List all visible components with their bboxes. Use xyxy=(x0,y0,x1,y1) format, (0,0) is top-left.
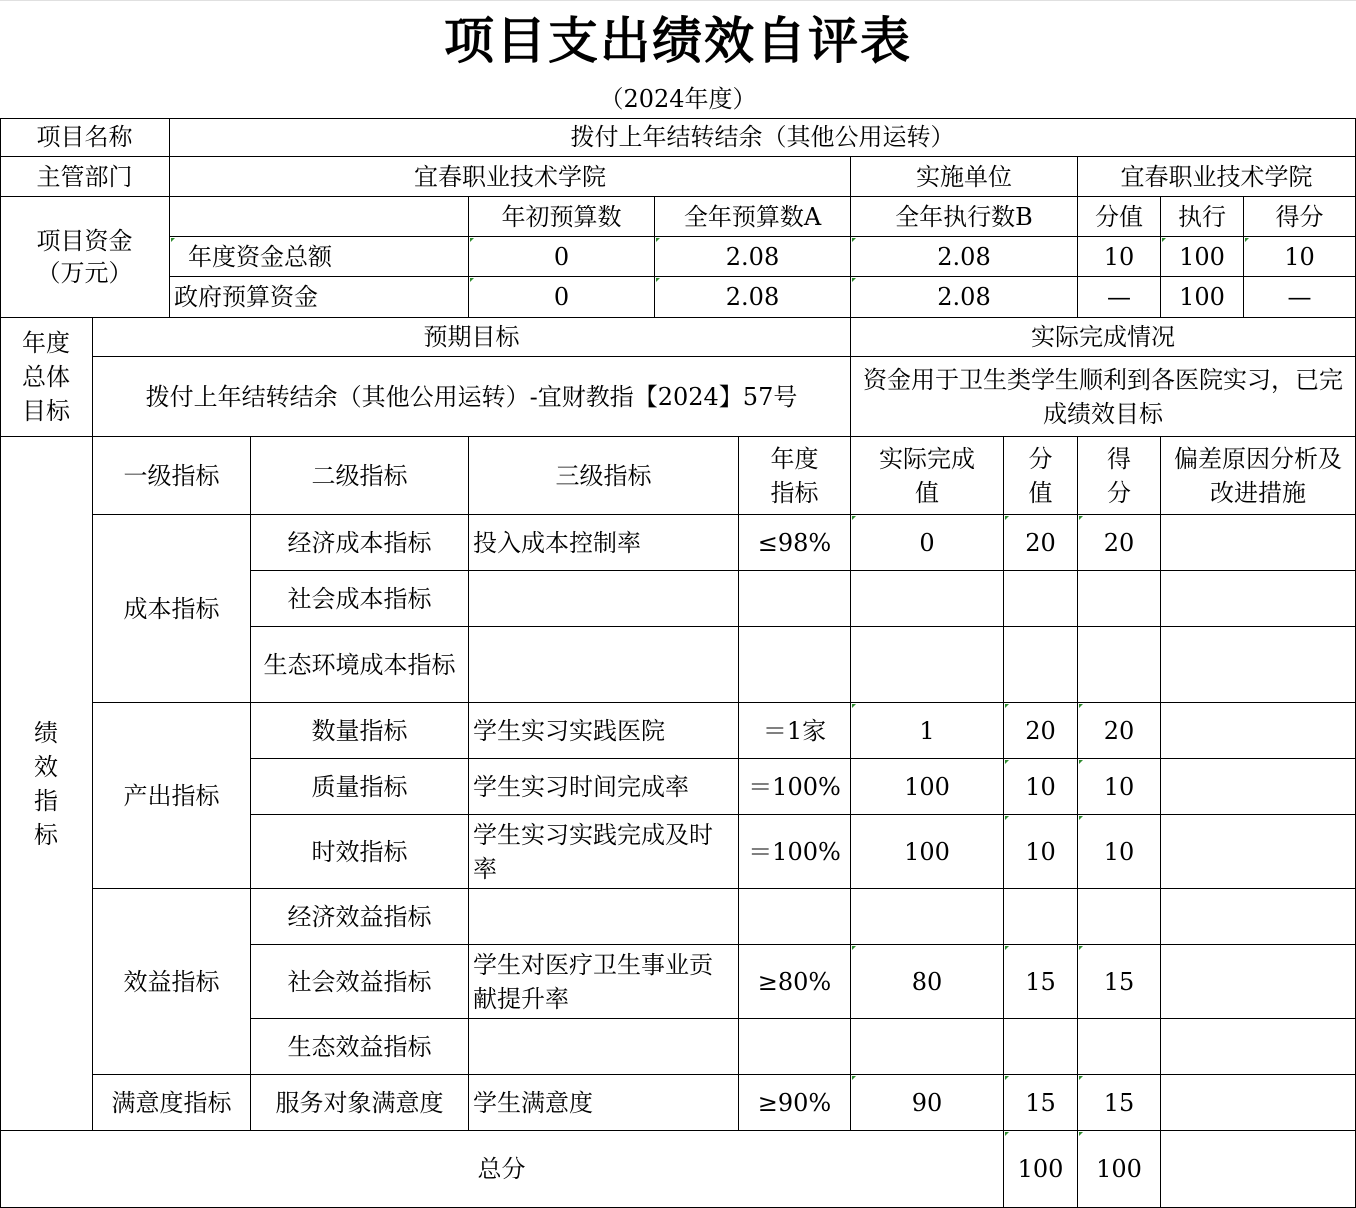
header-actual: 实际完成值 xyxy=(851,437,1004,515)
cell-marker xyxy=(1245,238,1249,242)
funds-row-gov-exec-rate: 100 xyxy=(1161,277,1244,318)
cell-marker xyxy=(1079,760,1083,764)
indicator-points-cell: 15 xyxy=(1004,945,1078,1019)
funds-row-gov-name: 政府预算资金 xyxy=(170,277,469,318)
indicator-level-3-cell: 学生实习实践完成及时率 xyxy=(469,815,739,889)
cell-marker xyxy=(852,704,856,708)
cell-marker xyxy=(852,278,856,282)
performance-indicators-label: 绩效指标 xyxy=(0,437,93,1131)
indicator-points-cell: 15 xyxy=(1004,1075,1078,1131)
funds-row-gov-score: — xyxy=(1244,277,1356,318)
indicator-level-3-cell: 学生满意度 xyxy=(469,1075,739,1131)
indicator-annual-cell xyxy=(739,889,851,945)
indicator-level-2-cell: 服务对象满意度 xyxy=(251,1075,469,1131)
indicator-level-3-cell: 学生对医疗卫生事业贡献提升率 xyxy=(469,945,739,1019)
indicator-annual-cell xyxy=(739,1019,851,1075)
annual-goal-label: 年度总体目标 xyxy=(0,318,93,437)
indicator-level-2-cell: 数量指标 xyxy=(251,703,469,759)
indicator-deviation-cell xyxy=(1161,703,1356,759)
unit-label: 实施单位 xyxy=(851,157,1078,197)
indicator-score-cell xyxy=(1078,571,1161,627)
header-level3: 三级指标 xyxy=(469,437,739,515)
indicator-deviation-cell xyxy=(1161,1075,1356,1131)
indicator-actual-cell: 1 xyxy=(851,703,1004,759)
indicator-level-2-cell: 社会成本指标 xyxy=(251,571,469,627)
page-title: 项目支出绩效自评表 xyxy=(444,11,912,70)
indicator-actual-cell xyxy=(851,889,1004,945)
dept-value: 宜春职业技术学院 xyxy=(170,157,851,197)
indicator-annual-cell: ≥90% xyxy=(739,1075,851,1131)
funds-header-blank xyxy=(170,197,469,237)
indicator-score-cell xyxy=(1078,627,1161,703)
cell-marker xyxy=(1079,704,1083,708)
indicator-points-cell: 20 xyxy=(1004,515,1078,571)
indicator-actual-cell xyxy=(851,1019,1004,1075)
funds-label-line1: 项目资金 xyxy=(36,227,133,255)
cell-marker xyxy=(1079,1132,1083,1136)
group-satisfaction: 满意度指标 xyxy=(93,1075,251,1131)
indicator-actual-cell xyxy=(851,627,1004,703)
unit-value: 宜春职业技术学院 xyxy=(1078,157,1356,197)
indicator-score-cell xyxy=(1078,889,1161,945)
funds-row-total-score: 10 xyxy=(1244,237,1356,277)
indicator-level-3-cell xyxy=(469,627,739,703)
indicator-points-cell xyxy=(1004,889,1078,945)
indicator-points-cell xyxy=(1004,627,1078,703)
cell-marker xyxy=(470,278,474,282)
fiscal-year: （2024年度） xyxy=(599,84,757,113)
indicator-annual-cell xyxy=(739,627,851,703)
indicator-actual-cell: 80 xyxy=(851,945,1004,1019)
funds-row-total-name: 年度资金总额 xyxy=(170,237,469,277)
total-points: 100 xyxy=(1004,1131,1078,1208)
header-points: 分值 xyxy=(1004,437,1078,515)
dept-label: 主管部门 xyxy=(0,157,170,197)
cell-marker xyxy=(656,238,660,242)
header-annual: 年度指标 xyxy=(739,437,851,515)
indicator-points-cell: 10 xyxy=(1004,815,1078,889)
group-benefit: 效益指标 xyxy=(93,889,251,1075)
funds-row-total-annual: 2.08 xyxy=(655,237,851,277)
cell-marker xyxy=(852,516,856,520)
cell-marker xyxy=(1005,704,1009,708)
funds-header-initial: 年初预算数 xyxy=(469,197,655,237)
indicator-level-3-cell: 投入成本控制率 xyxy=(469,515,739,571)
indicator-level-2-cell: 时效指标 xyxy=(251,815,469,889)
indicator-score-cell: 10 xyxy=(1078,815,1161,889)
indicator-level-2-cell: 经济成本指标 xyxy=(251,515,469,571)
indicator-actual-cell xyxy=(851,571,1004,627)
indicator-level-3-cell: 学生实习时间完成率 xyxy=(469,759,739,815)
cell-marker xyxy=(852,946,856,950)
funds-row-gov-score-value: — xyxy=(1078,277,1161,318)
indicator-deviation-cell xyxy=(1161,1019,1356,1075)
total-label: 总分 xyxy=(0,1131,1004,1208)
funds-header-score-value: 分值 xyxy=(1078,197,1161,237)
indicator-annual-cell: ≥80% xyxy=(739,945,851,1019)
indicator-deviation-cell xyxy=(1161,515,1356,571)
indicator-level-2-cell: 社会效益指标 xyxy=(251,945,469,1019)
indicator-level-2-cell: 生态环境成本指标 xyxy=(251,627,469,703)
indicator-actual-cell: 0 xyxy=(851,515,1004,571)
indicator-score-cell: 15 xyxy=(1078,1075,1161,1131)
indicator-level-3-cell: 学生实习实践医院 xyxy=(469,703,739,759)
indicator-deviation-cell xyxy=(1161,815,1356,889)
funds-row-total-initial: 0 xyxy=(469,237,655,277)
indicator-actual-cell: 100 xyxy=(851,815,1004,889)
group-cost: 成本指标 xyxy=(93,515,251,703)
indicator-level-2-cell: 质量指标 xyxy=(251,759,469,815)
indicator-annual-cell: ＝100% xyxy=(739,815,851,889)
indicator-level-3-cell xyxy=(469,571,739,627)
indicator-deviation-cell xyxy=(1161,889,1356,945)
indicator-actual-cell: 90 xyxy=(851,1075,1004,1131)
indicator-level-2-cell: 生态效益指标 xyxy=(251,1019,469,1075)
funds-row-gov-initial: 0 xyxy=(469,277,655,318)
indicator-annual-cell xyxy=(739,571,851,627)
indicator-deviation-cell xyxy=(1161,571,1356,627)
funds-row-gov-annual: 2.08 xyxy=(655,277,851,318)
indicator-annual-cell: ≤98% xyxy=(739,515,851,571)
funds-label-line2: （万元） xyxy=(36,259,133,287)
indicator-annual-cell: ＝1家 xyxy=(739,703,851,759)
indicator-deviation-cell xyxy=(1161,945,1356,1019)
funds-row-total-executed: 2.08 xyxy=(851,237,1078,277)
header-level2: 二级指标 xyxy=(251,437,469,515)
cell-marker xyxy=(470,238,474,242)
cell-marker xyxy=(171,238,175,242)
header-score: 得分 xyxy=(1078,437,1161,515)
total-score: 100 xyxy=(1078,1131,1161,1208)
indicator-deviation-cell xyxy=(1161,759,1356,815)
indicator-score-cell xyxy=(1078,1019,1161,1075)
cell-marker xyxy=(656,278,660,282)
cell-marker xyxy=(1079,816,1083,820)
funds-row-total-exec-rate: 100 xyxy=(1161,237,1244,277)
cell-marker xyxy=(1162,238,1166,242)
cell-marker xyxy=(1079,1076,1083,1080)
indicator-points-cell xyxy=(1004,571,1078,627)
group-output: 产出指标 xyxy=(93,703,251,889)
indicator-level-3-cell xyxy=(469,889,739,945)
cell-marker xyxy=(1005,1076,1009,1080)
expected-goal-header: 预期目标 xyxy=(93,318,851,357)
actual-result-text: 资金用于卫生类学生顺利到各医院实习，已完成绩效目标 xyxy=(851,357,1356,437)
cell-marker xyxy=(1005,816,1009,820)
total-deviation xyxy=(1161,1131,1356,1208)
expected-goal-text: 拨付上年结转结余（其他公用运转）-宜财教指【2024】57号 xyxy=(93,357,851,437)
funds-label xyxy=(0,197,170,318)
cell-marker xyxy=(1079,946,1083,950)
funds-header-exec-rate: 执行 xyxy=(1161,197,1244,237)
funds-header-score: 得分 xyxy=(1244,197,1356,237)
funds-header-annual: 全年预算数A xyxy=(655,197,851,237)
funds-header-executed: 全年执行数B xyxy=(851,197,1078,237)
indicator-level-3-cell xyxy=(469,1019,739,1075)
project-name-label: 项目名称 xyxy=(0,118,170,157)
indicator-points-cell: 20 xyxy=(1004,703,1078,759)
cell-marker xyxy=(1005,1132,1009,1136)
indicator-annual-cell: ＝100% xyxy=(739,759,851,815)
funds-row-gov-executed: 2.08 xyxy=(851,277,1078,318)
indicator-score-cell: 20 xyxy=(1078,703,1161,759)
indicator-score-cell: 10 xyxy=(1078,759,1161,815)
header-level1: 一级指标 xyxy=(93,437,251,515)
cell-marker xyxy=(1005,760,1009,764)
indicator-points-cell xyxy=(1004,1019,1078,1075)
indicator-level-2-cell: 经济效益指标 xyxy=(251,889,469,945)
cell-marker xyxy=(852,238,856,242)
project-name-value: 拨付上年结转结余（其他公用运转） xyxy=(170,118,1356,157)
cell-marker xyxy=(1005,516,1009,520)
cell-marker xyxy=(852,1076,856,1080)
indicator-points-cell: 10 xyxy=(1004,759,1078,815)
actual-result-header: 实际完成情况 xyxy=(851,318,1356,357)
cell-marker xyxy=(1005,946,1009,950)
indicator-score-cell: 20 xyxy=(1078,515,1161,571)
funds-row-total-score-value: 10 xyxy=(1078,237,1161,277)
header-deviation: 偏差原因分析及改进措施 xyxy=(1161,437,1356,515)
indicator-score-cell: 15 xyxy=(1078,945,1161,1019)
cell-marker xyxy=(1079,516,1083,520)
indicator-deviation-cell xyxy=(1161,627,1356,703)
indicator-actual-cell: 100 xyxy=(851,759,1004,815)
